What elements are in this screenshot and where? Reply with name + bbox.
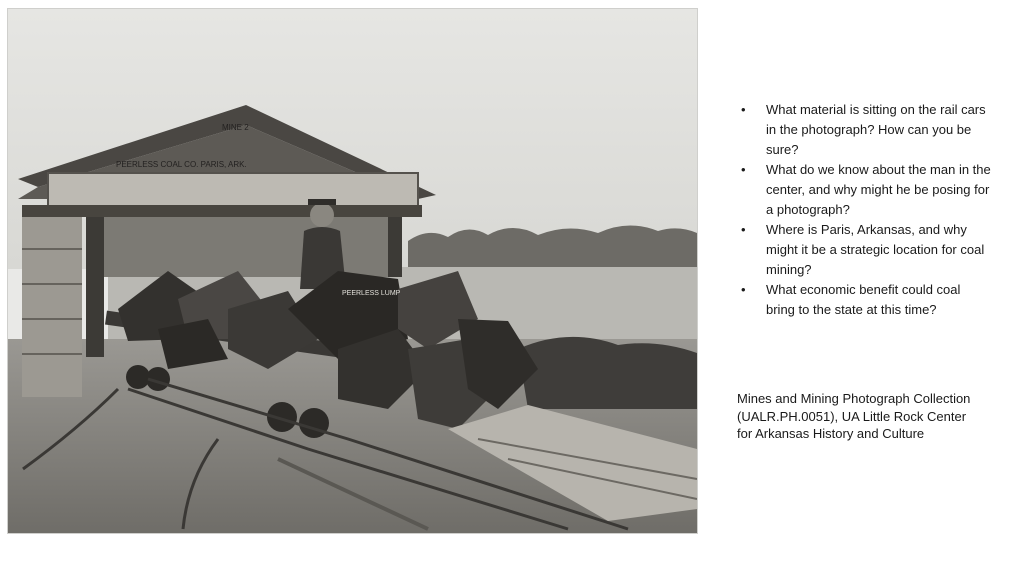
question-item xyxy=(741,280,991,320)
bullet-icon: • xyxy=(741,222,746,237)
photo-credit-caption: Mines and Mining Photograph Collection (UALR.PH.0051), UA Little Rock Center for Arkansas History and Culture xyxy=(737,391,971,441)
discussion-questions xyxy=(741,100,991,320)
bullet-icon: • xyxy=(741,162,746,177)
question-item xyxy=(741,160,991,220)
question-text: Where is Paris, Arkansas, and why might it be a strategic location for coal mining? xyxy=(766,222,985,277)
question-text: What do we know about the man in the center, and why might he be posing for a photograph? xyxy=(766,162,991,217)
bullet-icon: • xyxy=(741,282,746,297)
company-sign: PEERLESS COAL CO. PARIS, ARK. xyxy=(116,160,247,169)
historical-photograph xyxy=(7,8,698,534)
bullet-icon: • xyxy=(741,102,746,117)
question-item xyxy=(741,100,991,160)
question-item xyxy=(741,220,991,280)
question-text: What economic benefit could coal bring to the state at this time? xyxy=(766,282,961,317)
cart-sign: PEERLESS LUMP xyxy=(342,290,401,297)
question-text: What material is sitting on the rail cars in the photograph? How can you be sure? xyxy=(766,102,986,157)
mine-number-sign: MINE 2 xyxy=(222,123,249,132)
